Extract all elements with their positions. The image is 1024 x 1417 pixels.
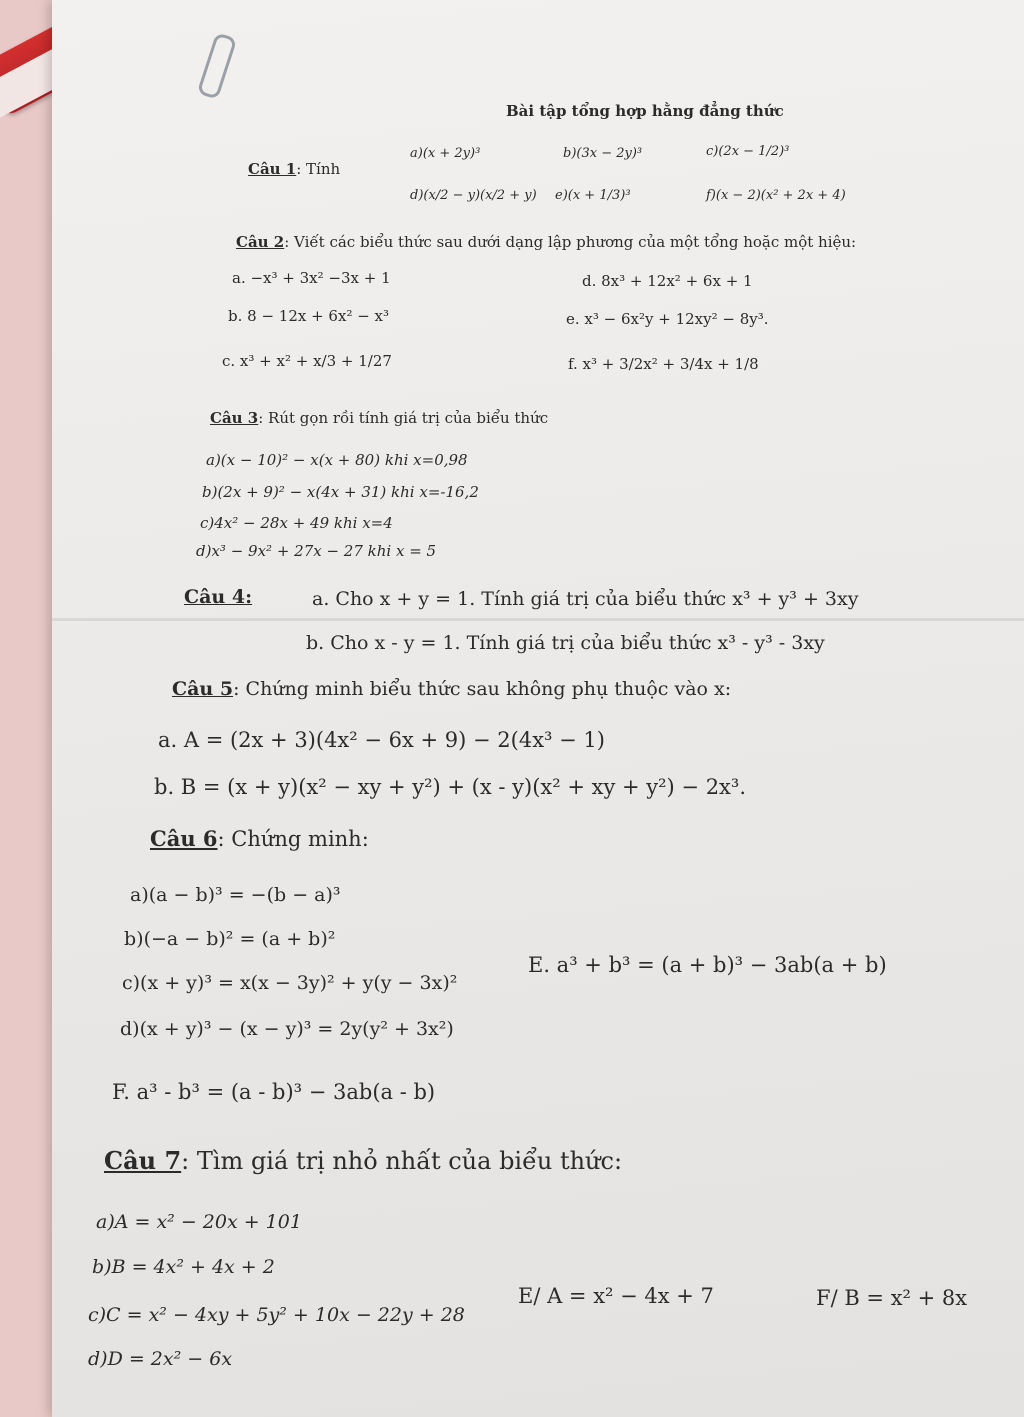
q1-item-c: c)(2x − 1/2)³ <box>706 144 790 159</box>
q7-item-d: d)D = 2x² − 6x <box>88 1348 233 1370</box>
q1-item-f: f)(x − 2)(x² + 2x + 4) <box>706 188 846 203</box>
q1-item-d: d)(x/2 − y)(x/2 + y) <box>410 188 537 203</box>
q4-part-b: b. Cho x - y = 1. Tính giá trị của biểu thức x³ - y³ - 3xy <box>306 632 825 654</box>
q2-tail: : Viết các biểu thức sau dưới dạng lập phương của một tổng hoặc một hiệu: <box>284 233 857 251</box>
q7-item-b: b)B = 4x² + 4x + 2 <box>92 1256 275 1278</box>
q7-part-e: E/ A = x² − 4x + 7 <box>518 1284 714 1308</box>
q3-item-a: a)(x − 10)² − x(x + 80) khi x=0,98 <box>206 451 468 469</box>
q7-item-a: a)A = x² − 20x + 101 <box>96 1211 302 1233</box>
q3-item-c: c)4x² − 28x + 49 khi x=4 <box>200 514 393 532</box>
q2-item-f: f. x³ + 3/2x² + 3/4x + 1/8 <box>568 355 759 373</box>
q7-heading <box>104 1146 622 1175</box>
q3-item-b: b)(2x + 9)² − x(4x + 31) khi x=-16,2 <box>202 483 479 501</box>
q3-item-d: d)x³ − 9x² + 27x − 27 khi x = 5 <box>196 542 437 560</box>
q2-item-e: e. x³ − 6x²y + 12xy² − 8y³. <box>566 310 769 328</box>
q5-tail: : Chứng minh biểu thức sau không phụ thuộc vào x: <box>233 678 732 700</box>
q6-tail: : Chứng minh: <box>217 827 369 851</box>
q3-label: Câu 3 <box>210 409 259 427</box>
q2-item-c: c. x³ + x² + x/3 + 1/27 <box>222 352 392 370</box>
paper-fold-line <box>52 618 1024 621</box>
q6-part-f: F. a³ - b³ = (a - b)³ − 3ab(a - b) <box>112 1080 436 1104</box>
q3-heading <box>210 409 548 427</box>
q6-heading <box>150 826 369 851</box>
q5-heading <box>172 678 731 700</box>
q1-label: Câu 1 <box>248 160 297 178</box>
q1-item-e: e)(x + 1/3)³ <box>555 188 631 203</box>
q7-part-f: F/ B = x² + 8x <box>816 1286 968 1310</box>
q6-item-c: c)(x + y)³ = x(x − 3y)² + y(y − 3x)² <box>122 972 458 994</box>
q6-item-b: b)(−a − b)² = (a + b)² <box>124 928 336 950</box>
q5-part-b: b. B = (x + y)(x² − xy + y²) + (x - y)(x² + xy + y²) − 2x³. <box>154 775 746 799</box>
q6-part-e: E. a³ + b³ = (a + b)³ − 3ab(a + b) <box>528 953 887 977</box>
q4-label: Câu 4: <box>184 586 253 608</box>
q3-tail: : Rút gọn rồi tính giá trị của biểu thức <box>258 409 549 427</box>
q2-item-a: a. −x³ + 3x² −3x + 1 <box>232 269 391 287</box>
q7-item-c: c)C = x² − 4xy + 5y² + 10x − 22y + 28 <box>88 1304 465 1326</box>
q1-heading <box>248 160 340 178</box>
q7-tail: : Tìm giá trị nhỏ nhất của biểu thức: <box>181 1147 623 1175</box>
q2-label: Câu 2 <box>236 233 285 251</box>
q6-item-a: a)(a − b)³ = −(b − a)³ <box>130 884 341 906</box>
q5-label: Câu 5 <box>172 678 234 700</box>
page-title: Bài tập tổng hợp hằng đẳng thức <box>506 102 784 120</box>
worksheet-paper <box>52 0 1024 1417</box>
q1-tail: : Tính <box>296 160 341 178</box>
q4-part-a: a. Cho x + y = 1. Tính giá trị của biểu thức x³ + y³ + 3xy <box>312 588 859 610</box>
q2-heading <box>236 233 856 251</box>
q1-item-a: a)(x + 2y)³ <box>410 146 481 161</box>
q5-part-a: a. A = (2x + 3)(4x² − 6x + 9) − 2(4x³ − 1) <box>158 728 605 752</box>
q7-label: Câu 7 <box>104 1146 182 1175</box>
q2-item-b: b. 8 − 12x + 6x² − x³ <box>228 307 390 325</box>
q1-item-b: b)(3x − 2y)³ <box>563 146 643 161</box>
q2-item-d: d. 8x³ + 12x² + 6x + 1 <box>582 272 753 290</box>
q6-item-d: d)(x + y)³ − (x − y)³ = 2y(y² + 3x²) <box>120 1018 454 1040</box>
q6-label: Câu 6 <box>150 826 218 851</box>
